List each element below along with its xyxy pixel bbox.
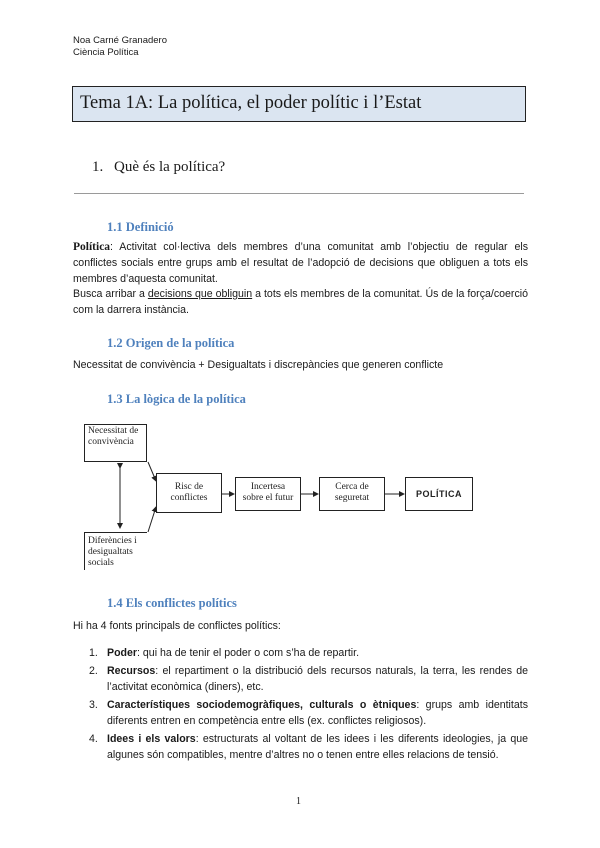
box-diferencies-line3: socials — [88, 558, 114, 568]
list-item-number: 3. — [89, 699, 98, 711]
section-1-heading — [92, 159, 225, 176]
subheading-definicio: 1.1 Definició — [107, 220, 174, 234]
list-item-text: : el repartiment o la distribució dels recursos naturals, la terra, les rendes de l’activitat econòmica (diners), etc. — [107, 665, 528, 693]
list-item-number: 2. — [89, 665, 98, 677]
list-item — [73, 645, 528, 661]
list-item-text: : qui ha de tenir el poder o com s’ha de repartir. — [137, 647, 360, 659]
subheading-origen: 1.2 Origen de la política — [107, 336, 235, 350]
box-risc-line1: Risc de — [174, 482, 204, 492]
header-subject: Ciència Política — [73, 47, 139, 58]
busca-pre: Busca arribar a — [73, 288, 148, 300]
list-item-text: : estructurats al voltant de les idees i les diferents ideologies, ja que algunes són compatibles, mentre d’altres no o tenen entre elles relacions de tensió. — [107, 733, 528, 761]
box-risc-line2: conflictes — [170, 493, 208, 503]
arrow-from-diferencies — [148, 507, 156, 532]
list-item-term: Característiques sociodemogràfiques, culturals o ètniques — [107, 699, 417, 711]
definition-paragraph — [73, 239, 528, 287]
document-title: Tema 1A: La política, el poder polític i l’Estat — [80, 93, 422, 113]
list-item — [73, 663, 528, 695]
page-number: 1 — [296, 796, 301, 807]
box-necessitat — [84, 424, 147, 462]
subheading-conflictes: 1.4 Els conflictes polítics — [107, 596, 237, 610]
section-1-title: Què és la política? — [114, 159, 226, 175]
list-item-term: Idees i els valors — [107, 733, 196, 745]
list-item-term: Poder — [107, 647, 138, 659]
box-incertesa-line2: sobre el futur — [242, 493, 294, 503]
box-diferencies-line2: desigualtats — [88, 547, 133, 557]
list-item — [73, 731, 528, 763]
subheading-logica: 1.3 La lògica de la política — [107, 392, 246, 406]
box-incertesa-line1: Incertesa — [250, 482, 286, 492]
busca-post: a tots els membres de la comunitat. Ús de la força/coerció com la darrera instància. — [73, 288, 528, 316]
box-necessitat-line1: Necessitat de — [88, 426, 139, 436]
busca-underline: decisions que obliguin — [147, 288, 253, 300]
list-item — [73, 697, 528, 729]
list-item-text: : grups amb identitats diferents entren en competència entre ells (ex. conflictes religiosos). — [107, 699, 528, 727]
list-item-number: 1. — [89, 647, 98, 659]
definition-term: Política — [73, 241, 111, 253]
arrow-from-necessitat — [148, 462, 156, 481]
title-box — [72, 86, 526, 122]
box-diferencies — [84, 532, 147, 570]
box-cerca — [319, 477, 385, 511]
busca-paragraph — [73, 286, 528, 318]
origin-paragraph: Necessitat de convivència + Desigualtats i discrepàncies que generen conflicte — [73, 359, 444, 371]
box-incertesa — [235, 477, 301, 511]
box-diferencies-line1: Diferències i — [88, 536, 137, 546]
box-politica: POLÍTICA — [405, 477, 473, 511]
box-risc — [156, 473, 222, 513]
section-1-number: 1. — [92, 159, 104, 175]
box-cerca-line2: seguretat — [334, 493, 370, 503]
section-divider — [74, 193, 524, 194]
box-necessitat-line2: convivència — [88, 437, 134, 447]
list-item-term: Recursos — [107, 665, 156, 677]
definition-text: : Activitat col·lectiva dels membres d’una comunitat amb l’objectiu de regular els conflictes socials entre grups amb el resultat de l’adopció de decisions que obliguen a tots els membres d’aquesta comunitat. — [73, 241, 528, 285]
conflicts-intro: Hi ha 4 fonts principals de conflictes polítics: — [73, 620, 281, 632]
header-author: Noa Carné Granadero — [73, 35, 167, 46]
conflicts-list — [73, 645, 528, 765]
list-item-number: 4. — [89, 733, 98, 745]
box-cerca-line1: Cerca de — [335, 482, 369, 492]
